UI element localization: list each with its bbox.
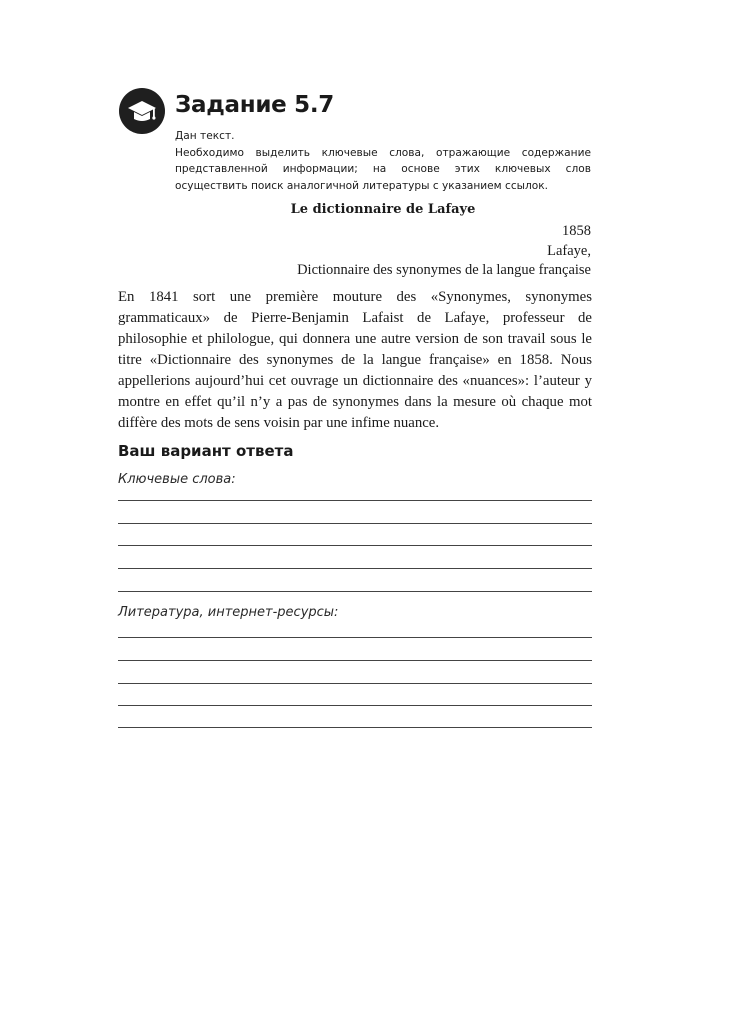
literature-label: Литература, интернет-ресурсы: [118,605,339,620]
document-author: Lafaye, [547,242,591,259]
intro-line: Дан текст. [175,130,235,142]
keywords-label: Ключевые слова: [118,472,236,487]
answer-line[interactable] [118,591,592,592]
answer-line[interactable] [118,660,592,661]
answer-line[interactable] [118,705,592,706]
answer-line[interactable] [118,637,592,638]
document-body: En 1841 sort une première mouture des «Synonymes, synonymes grammaticaux» de Pierre-Benjamin Lafaist de Lafaye, professeur de philosophie et philologue, qui donnera une autre version de son travail sous le titre «Dictionnaire des synonymes de la langue française» en 1858. Nous appellerions aujourd’hui cet ouvrage un dictionnaire des «nuances»: l’auteur y montre en effet qu’il n’y a pas de synonymes dans la mesure où chaque mot diffère des mots de sens voisin par une infime nuance. [118,289,592,431]
task-intro [175,128,591,194]
task-title: Задание 5.7 [175,92,335,118]
intro-instructions: Необходимо выделить ключевые слова, отражающие содержание представленной информации; на основе этих ключевых слов осуществить поиск аналогичной литературы с указанием ссылок. [175,146,591,192]
answer-line[interactable] [118,568,592,569]
answer-line[interactable] [118,500,592,501]
document-attribution [175,222,591,281]
graduation-cap-icon [119,88,165,134]
document-year: 1858 [562,223,591,239]
document-work: Dictionnaire des synonymes de la langue française [297,262,591,278]
answer-heading: Ваш вариант ответа [118,442,294,460]
answer-line[interactable] [118,523,592,524]
answer-line[interactable] [118,683,592,684]
answer-line[interactable] [118,727,592,728]
answer-line[interactable] [118,545,592,546]
document-title: Le dictionnaire de Lafaye [290,202,476,217]
